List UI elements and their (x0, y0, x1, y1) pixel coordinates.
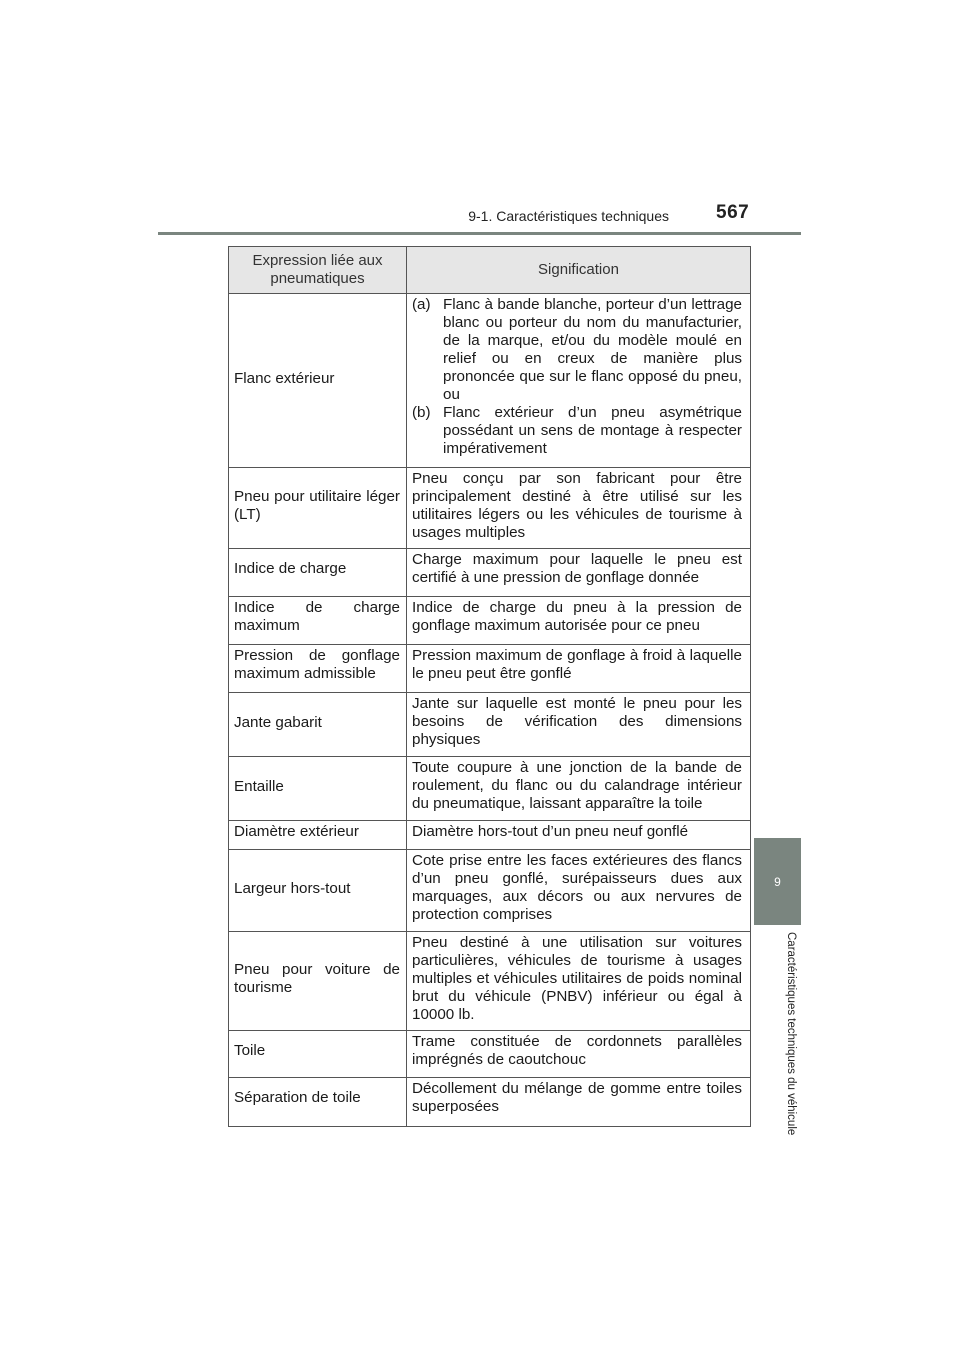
term-cell: Flanc extérieur (229, 294, 407, 468)
table-row (229, 1078, 751, 1127)
item-marker: (a) (412, 296, 431, 313)
table-row (229, 468, 751, 549)
table-row (229, 645, 751, 693)
table-row (229, 294, 751, 468)
table-row (229, 757, 751, 821)
header-divider (158, 232, 801, 235)
term-cell: Jante gabarit (229, 693, 407, 757)
column-header-term: Expression liée aux pneumatiques (229, 247, 407, 294)
chapter-tab (754, 838, 801, 925)
item-text: Flanc à bande blanche, porteur d’un lettrage blanc ou porteur du nom du manufacturier, de la marque, et/ou du modèle moulé en relief ou en creux de manière plus prononcée que sur le flanc opposé du pneu, ou (443, 296, 742, 403)
table-row (229, 549, 751, 597)
meaning-cell: Décollement du mélange de gomme entre toiles superposées (407, 1078, 751, 1127)
meaning-cell (407, 294, 751, 468)
section-title: 9-1. Caractéristiques techniques (468, 208, 669, 224)
table-row (229, 1031, 751, 1078)
term-cell: Pneu pour voiture de tourisme (229, 932, 407, 1031)
chapter-title: Caractéristiques techniques du véhicule (785, 932, 797, 1136)
table-header-row (229, 247, 751, 294)
meaning-cell: Trame constituée de cordonnets parallèles imprégnés de caoutchouc (407, 1031, 751, 1078)
table-row (229, 932, 751, 1031)
table-row (229, 821, 751, 850)
table-row (229, 693, 751, 757)
definition-item (412, 404, 742, 458)
term-cell: Pression de gonflage maximum admissible (229, 645, 407, 693)
term-cell: Entaille (229, 757, 407, 821)
term-cell: Indice de charge maximum (229, 597, 407, 645)
term-cell: Diamètre extérieur (229, 821, 407, 850)
meaning-cell: Jante sur laquelle est monté le pneu pour les besoins de vérification des dimensions physiques (407, 693, 751, 757)
tire-terms-table (228, 246, 751, 1127)
table-row (229, 850, 751, 932)
meaning-cell: Diamètre hors-tout d’un pneu neuf gonflé (407, 821, 751, 850)
definition-item (412, 296, 742, 404)
meaning-cell: Charge maximum pour laquelle le pneu est certifié à une pression de gonflage donnée (407, 549, 751, 597)
table-row (229, 597, 751, 645)
meaning-cell: Indice de charge du pneu à la pression de gonflage maximum autorisée pour ce pneu (407, 597, 751, 645)
meaning-cell: Pneu destiné à une utilisation sur voitures particulières, véhicules de tourisme à usages multiples et véhicules utilitaires de poids nominal brut du véhicule (PNBV) inférieur ou égal à 10000 lb. (407, 932, 751, 1031)
term-cell: Indice de charge (229, 549, 407, 597)
meaning-cell: Toute coupure à une jonction de la bande de roulement, du flanc ou du calandrage intérieur du pneumatique, laissant apparaître la toile (407, 757, 751, 821)
meaning-cell: Pression maximum de gonflage à froid à laquelle le pneu peut être gonflé (407, 645, 751, 693)
chapter-number: 9 (774, 874, 781, 889)
term-cell: Pneu pour utilitaire léger (LT) (229, 468, 407, 549)
meaning-cell: Cote prise entre les faces extérieures des flancs d’un pneu gonflé, surépaisseurs dues aux marquages, aux décors ou aux nervures de protection comprises (407, 850, 751, 932)
term-cell: Séparation de toile (229, 1078, 407, 1127)
column-header-meaning: Signification (407, 247, 751, 294)
page-number: 567 (716, 202, 750, 223)
term-cell: Toile (229, 1031, 407, 1078)
term-cell: Largeur hors-tout (229, 850, 407, 932)
item-text: Flanc extérieur d’un pneu asymétrique possédant un sens de montage à respecter impérativement (443, 404, 742, 457)
meaning-cell: Pneu conçu par son fabricant pour être principalement destiné à être utilisé sur les utilitaires légers ou les véhicules de tourisme à usages multiples (407, 468, 751, 549)
item-marker: (b) (412, 404, 431, 421)
